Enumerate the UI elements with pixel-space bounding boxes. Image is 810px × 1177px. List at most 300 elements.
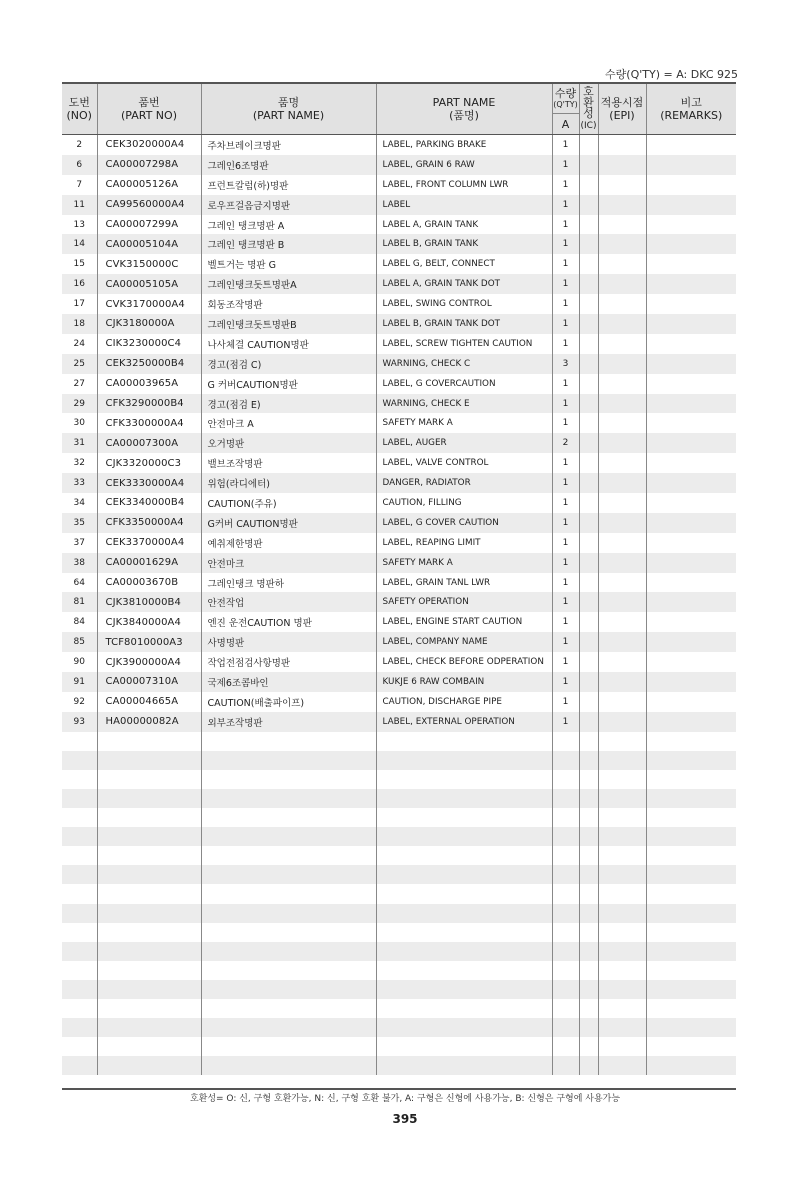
- cell-no: 38: [62, 553, 97, 573]
- cell-no: 32: [73, 458, 85, 469]
- cell-ic: [579, 195, 598, 215]
- empty-cell: [552, 980, 579, 999]
- empty-cell: [552, 961, 579, 980]
- empty-cell: [97, 770, 201, 789]
- cell-no: 84: [73, 617, 85, 628]
- empty-cell: [579, 884, 598, 903]
- cell-epi: [598, 553, 646, 573]
- cell-remarks: [646, 374, 736, 394]
- cell-qty: 1: [552, 712, 579, 732]
- cell-part-no: CFK3350000A4: [97, 513, 201, 533]
- cell-qty: 1: [552, 155, 579, 175]
- cell-epi: [598, 493, 646, 513]
- empty-cell: [201, 846, 376, 865]
- cell-part-name-en: CAUTION, DISCHARGE PIPE: [376, 692, 552, 712]
- cell-part-name-kr: 경고(점검 C): [201, 354, 376, 374]
- cell-qty: 1: [552, 215, 579, 235]
- empty-cell: [646, 961, 736, 980]
- empty-cell: [201, 751, 376, 770]
- cell-part-name-en: LABEL, VALVE CONTROL: [376, 453, 552, 473]
- empty-cell: [646, 980, 736, 999]
- empty-cell: [62, 942, 97, 961]
- empty-cell: [201, 789, 376, 808]
- empty-cell: [598, 961, 646, 980]
- table-row: [62, 553, 736, 573]
- cell-epi: [598, 374, 646, 394]
- cell-part-no: CA00005104A: [97, 234, 201, 254]
- empty-cell: [62, 1056, 97, 1075]
- empty-cell: [579, 980, 598, 999]
- table-row-empty: [62, 904, 736, 923]
- cell-no: 2: [76, 139, 83, 150]
- cell-part-no: CEK3330000A4: [97, 473, 201, 493]
- cell-no: 16: [62, 274, 97, 294]
- cell-part-name-en: LABEL, AUGER: [376, 433, 552, 453]
- cell-qty: 1: [552, 274, 579, 294]
- empty-cell: [579, 1037, 598, 1056]
- header-part-name-en: PART NAME (품명): [376, 84, 552, 135]
- empty-cell: [579, 789, 598, 808]
- cell-part-name-kr: 밸브조작명판: [201, 453, 376, 473]
- cell-ic: [579, 374, 598, 394]
- cell-epi: [598, 155, 646, 175]
- table-row-empty: [62, 789, 736, 808]
- table-row: [62, 175, 736, 195]
- table-row-empty: [62, 846, 736, 865]
- cell-part-name-en: LABEL, G COVER CAUTION: [376, 513, 552, 533]
- cell-epi: [598, 612, 646, 632]
- cell-part-name-en: KUKJE 6 RAW COMBAIN: [376, 672, 552, 692]
- cell-ic: [579, 274, 598, 294]
- cell-no: 18: [62, 314, 97, 334]
- empty-cell: [579, 808, 598, 827]
- table-row: [62, 354, 736, 374]
- cell-part-name-en: SAFETY MARK A: [376, 413, 552, 433]
- cell-qty: 3: [552, 354, 579, 374]
- cell-qty: 1: [552, 413, 579, 433]
- empty-cell: [579, 904, 598, 923]
- table-row: [62, 513, 736, 533]
- cell-remarks: [646, 314, 736, 334]
- cell-ic: [579, 573, 598, 593]
- table-row-empty: [62, 770, 736, 789]
- table-row: [62, 533, 736, 553]
- cell-epi: [598, 692, 646, 712]
- cell-ic: [579, 234, 598, 254]
- cell-ic: [579, 533, 598, 553]
- empty-cell: [579, 1018, 598, 1037]
- empty-cell: [201, 732, 376, 751]
- cell-part-no: CVK3170000A4: [97, 294, 201, 314]
- cell-part-name-kr: 그레인 탱크명판 A: [201, 215, 376, 235]
- empty-cell: [201, 1037, 376, 1056]
- empty-cell: [62, 961, 97, 980]
- empty-cell: [579, 923, 598, 942]
- empty-cell: [97, 827, 201, 846]
- empty-cell: [97, 980, 201, 999]
- empty-cell: [646, 827, 736, 846]
- table-row: [62, 135, 736, 155]
- cell-part-no: CA99560000A4: [97, 195, 201, 215]
- cell-ic: [579, 294, 598, 314]
- cell-part-name-kr: 그레인6조명판: [201, 155, 376, 175]
- empty-cell: [579, 999, 598, 1018]
- cell-part-no: CA00007299A: [97, 215, 201, 235]
- cell-epi: [598, 433, 646, 453]
- cell-epi: [598, 473, 646, 493]
- empty-cell: [97, 789, 201, 808]
- empty-cell: [376, 980, 552, 999]
- empty-cell: [376, 789, 552, 808]
- empty-cell: [552, 846, 579, 865]
- cell-ic: [579, 632, 598, 652]
- empty-cell: [598, 770, 646, 789]
- table-row: [62, 453, 736, 473]
- cell-part-name-en: LABEL, SCREW TIGHTEN CAUTION: [376, 334, 552, 354]
- empty-cell: [552, 1018, 579, 1037]
- table-row-empty: [62, 865, 736, 884]
- table-row: [62, 433, 736, 453]
- cell-part-name-kr: 나사체결 CAUTION명판: [201, 334, 376, 354]
- table-row: [62, 215, 736, 235]
- empty-cell: [97, 961, 201, 980]
- cell-part-name-en: LABEL G, BELT, CONNECT: [376, 254, 552, 274]
- table-row: [62, 413, 736, 433]
- table-row: [62, 712, 736, 732]
- cell-part-no: CA00005126A: [97, 175, 201, 195]
- cell-part-no: TCF8010000A3: [97, 632, 201, 652]
- empty-cell: [552, 865, 579, 884]
- cell-part-name-kr: 오거명판: [201, 433, 376, 453]
- table-row: [62, 612, 736, 632]
- empty-cell: [62, 732, 97, 751]
- cell-ic: [579, 493, 598, 513]
- cell-qty: 1: [552, 513, 579, 533]
- cell-no: 64: [73, 577, 85, 588]
- empty-cell: [646, 1037, 736, 1056]
- empty-cell: [598, 1018, 646, 1037]
- cell-remarks: [646, 433, 736, 453]
- empty-cell: [62, 827, 97, 846]
- cell-qty: 1: [552, 652, 579, 672]
- empty-cell: [376, 770, 552, 789]
- cell-no: 33: [62, 473, 97, 493]
- empty-cell: [598, 923, 646, 942]
- cell-part-no: CVK3150000C: [97, 254, 201, 274]
- parts-table-container: [62, 82, 736, 1090]
- empty-cell: [97, 808, 201, 827]
- cell-ic: [579, 215, 598, 235]
- cell-no: 37: [73, 537, 85, 548]
- empty-cell: [97, 751, 201, 770]
- cell-epi: [598, 294, 646, 314]
- table-row: [62, 234, 736, 254]
- empty-cell: [552, 808, 579, 827]
- cell-part-name-en: DANGER, RADIATOR: [376, 473, 552, 493]
- empty-cell: [201, 1056, 376, 1075]
- table-row: [62, 274, 736, 294]
- empty-cell: [376, 999, 552, 1018]
- cell-qty: 1: [552, 394, 579, 414]
- empty-cell: [552, 923, 579, 942]
- empty-cell: [598, 980, 646, 999]
- cell-remarks: [646, 394, 736, 414]
- empty-cell: [201, 827, 376, 846]
- empty-cell: [579, 961, 598, 980]
- empty-cell: [62, 1018, 97, 1037]
- cell-remarks: [646, 135, 736, 155]
- empty-cell: [62, 865, 97, 884]
- table-row: [62, 632, 736, 652]
- table-row: [62, 374, 736, 394]
- cell-epi: [598, 354, 646, 374]
- cell-remarks: [646, 533, 736, 553]
- cell-part-name-en: SAFETY MARK A: [376, 553, 552, 573]
- cell-part-name-kr: 그레인 탱크명판 B: [201, 234, 376, 254]
- empty-cell: [376, 884, 552, 903]
- cell-no: 14: [62, 234, 97, 254]
- empty-cell: [376, 1018, 552, 1037]
- cell-qty: 1: [552, 135, 579, 155]
- table-row-empty: [62, 1037, 736, 1056]
- empty-cell: [579, 770, 598, 789]
- cell-part-no: CEK3370000A4: [97, 533, 201, 553]
- empty-cell: [598, 751, 646, 770]
- header-no: 도번 (NO): [62, 84, 97, 135]
- cell-part-name-kr: 회동조작명판: [201, 294, 376, 314]
- cell-ic: [579, 692, 598, 712]
- table-row-empty: [62, 961, 736, 980]
- cell-part-name-en: LABEL A, GRAIN TANK DOT: [376, 274, 552, 294]
- cell-epi: [598, 314, 646, 334]
- cell-part-no: CJK3840000A4: [97, 612, 201, 632]
- cell-ic: [579, 433, 598, 453]
- cell-part-name-kr: 주차브레이크명판: [201, 135, 376, 155]
- empty-cell: [201, 884, 376, 903]
- table-row-empty: [62, 751, 736, 770]
- header-part-no: 품번 (PART NO): [97, 84, 201, 135]
- header-epi: 적용시점 (EPI): [598, 84, 646, 135]
- parts-table: [62, 84, 736, 1075]
- cell-ic: [579, 254, 598, 274]
- cell-part-name-en: LABEL: [376, 195, 552, 215]
- cell-qty: 1: [552, 672, 579, 692]
- empty-cell: [579, 865, 598, 884]
- cell-epi: [598, 215, 646, 235]
- cell-part-no: CJK3900000A4: [97, 652, 201, 672]
- table-row: [62, 155, 736, 175]
- empty-cell: [201, 865, 376, 884]
- cell-qty: 1: [552, 374, 579, 394]
- cell-epi: [598, 394, 646, 414]
- empty-cell: [646, 923, 736, 942]
- cell-part-name-kr: 그레인탱크돗트명판B: [201, 314, 376, 334]
- empty-cell: [646, 846, 736, 865]
- cell-no: 24: [73, 338, 85, 349]
- empty-cell: [97, 1018, 201, 1037]
- empty-cell: [97, 923, 201, 942]
- cell-ic: [579, 513, 598, 533]
- cell-remarks: [646, 413, 736, 433]
- empty-cell: [376, 808, 552, 827]
- cell-part-name-kr: CAUTION(주유): [201, 493, 376, 513]
- table-body: [62, 135, 736, 1076]
- cell-remarks: [646, 712, 736, 732]
- empty-cell: [97, 1037, 201, 1056]
- cell-epi: [598, 195, 646, 215]
- cell-qty: 1: [552, 553, 579, 573]
- table-row-empty: [62, 827, 736, 846]
- table-row: [62, 294, 736, 314]
- cell-part-no: CA00005105A: [97, 274, 201, 294]
- cell-remarks: [646, 672, 736, 692]
- cell-qty: 1: [552, 453, 579, 473]
- cell-ic: [579, 672, 598, 692]
- empty-cell: [552, 1037, 579, 1056]
- cell-part-name-en: WARNING, CHECK E: [376, 394, 552, 414]
- empty-cell: [376, 827, 552, 846]
- cell-part-name-kr: 로우프걸음금지명판: [201, 195, 376, 215]
- cell-part-no: CJK3320000C3: [97, 453, 201, 473]
- empty-cell: [598, 999, 646, 1018]
- cell-part-name-en: LABEL B, GRAIN TANK: [376, 234, 552, 254]
- table-row: [62, 195, 736, 215]
- empty-cell: [62, 751, 97, 770]
- cell-part-name-kr: 사명명판: [201, 632, 376, 652]
- empty-cell: [598, 1037, 646, 1056]
- cell-remarks: [646, 294, 736, 314]
- cell-ic: [579, 135, 598, 155]
- cell-remarks: [646, 155, 736, 175]
- empty-cell: [646, 865, 736, 884]
- empty-cell: [62, 999, 97, 1018]
- cell-part-name-en: LABEL, COMPANY NAME: [376, 632, 552, 652]
- table-row-empty: [62, 884, 736, 903]
- empty-cell: [97, 732, 201, 751]
- empty-cell: [646, 770, 736, 789]
- empty-cell: [97, 999, 201, 1018]
- cell-no: 7: [76, 179, 83, 190]
- empty-cell: [646, 904, 736, 923]
- cell-epi: [598, 175, 646, 195]
- empty-cell: [201, 770, 376, 789]
- empty-cell: [62, 808, 97, 827]
- cell-ic: [579, 413, 598, 433]
- empty-cell: [62, 1037, 97, 1056]
- cell-no: 27: [73, 378, 85, 389]
- cell-epi: [598, 413, 646, 433]
- empty-cell: [552, 1056, 579, 1075]
- empty-cell: [598, 846, 646, 865]
- cell-part-name-kr: CAUTION(배출파이프): [201, 692, 376, 712]
- empty-cell: [579, 732, 598, 751]
- empty-cell: [62, 923, 97, 942]
- cell-part-name-en: LABEL, G COVERCAUTION: [376, 374, 552, 394]
- cell-part-name-en: LABEL, GRAIN 6 RAW: [376, 155, 552, 175]
- cell-part-name-kr: 그레인탱크 명판하: [201, 573, 376, 593]
- empty-cell: [201, 808, 376, 827]
- empty-cell: [376, 923, 552, 942]
- cell-no: 90: [73, 657, 85, 668]
- empty-cell: [376, 961, 552, 980]
- cell-part-name-kr: 국제6조콤바인: [201, 672, 376, 692]
- cell-remarks: [646, 175, 736, 195]
- cell-epi: [598, 632, 646, 652]
- qty-note: 수량(Q'TY) = A: DKC 925: [605, 68, 738, 81]
- cell-part-no: CA00003670B: [97, 573, 201, 593]
- table-row: [62, 314, 736, 334]
- empty-cell: [552, 732, 579, 751]
- cell-part-no: CEK3340000B4: [97, 493, 201, 513]
- page-number: 395: [392, 1112, 418, 1126]
- cell-no: 13: [73, 219, 85, 230]
- cell-qty: 1: [552, 612, 579, 632]
- cell-part-no: CEK3020000A4: [97, 135, 201, 155]
- cell-part-name-kr: 벨트거는 명판 G: [201, 254, 376, 274]
- cell-qty: 1: [552, 632, 579, 652]
- cell-no: 15: [73, 259, 85, 270]
- empty-cell: [376, 942, 552, 961]
- cell-part-name-kr: 그레인탱크돗트명판A: [201, 274, 376, 294]
- empty-cell: [598, 732, 646, 751]
- cell-ic: [579, 175, 598, 195]
- cell-part-name-en: LABEL, ENGINE START CAUTION: [376, 612, 552, 632]
- table-row: [62, 394, 736, 414]
- cell-epi: [598, 234, 646, 254]
- empty-cell: [62, 884, 97, 903]
- cell-no: 34: [73, 497, 85, 508]
- empty-cell: [201, 923, 376, 942]
- cell-part-no: CFK3290000B4: [97, 394, 201, 414]
- empty-cell: [598, 789, 646, 808]
- empty-cell: [62, 846, 97, 865]
- cell-epi: [598, 592, 646, 612]
- cell-no: 81: [62, 592, 97, 612]
- cell-part-name-kr: 경고(점검 E): [201, 394, 376, 414]
- table-row-empty: [62, 1018, 736, 1037]
- cell-part-no: CJK3180000A: [97, 314, 201, 334]
- cell-qty: 1: [552, 573, 579, 593]
- header-remarks: 비고 (REMARKS): [646, 84, 736, 135]
- empty-cell: [376, 1056, 552, 1075]
- cell-epi: [598, 533, 646, 553]
- cell-part-name-en: LABEL, EXTERNAL OPERATION: [376, 712, 552, 732]
- cell-part-no: CFK3300000A4: [97, 413, 201, 433]
- interchangeability-footnote: 호환성= O: 신, 구형 호환가능, N: 신, 구형 호환 불가, A: 구형은 신형에 사용가능, B: 신형은 구형에 사용가능: [189, 1094, 621, 1104]
- cell-part-name-en: CAUTION, FILLING: [376, 493, 552, 513]
- table-row-empty: [62, 999, 736, 1018]
- cell-epi: [598, 274, 646, 294]
- cell-epi: [598, 453, 646, 473]
- table-row: [62, 493, 736, 513]
- empty-cell: [201, 942, 376, 961]
- empty-cell: [552, 789, 579, 808]
- cell-remarks: [646, 592, 736, 612]
- table-row: [62, 473, 736, 493]
- cell-epi: [598, 135, 646, 155]
- empty-cell: [598, 942, 646, 961]
- cell-remarks: [646, 612, 736, 632]
- cell-no: 11: [62, 195, 97, 215]
- cell-ic: [579, 553, 598, 573]
- empty-cell: [646, 789, 736, 808]
- cell-ic: [579, 592, 598, 612]
- table-row-empty: [62, 980, 736, 999]
- cell-ic: [579, 394, 598, 414]
- cell-remarks: [646, 195, 736, 215]
- table-row-empty: [62, 923, 736, 942]
- empty-cell: [376, 751, 552, 770]
